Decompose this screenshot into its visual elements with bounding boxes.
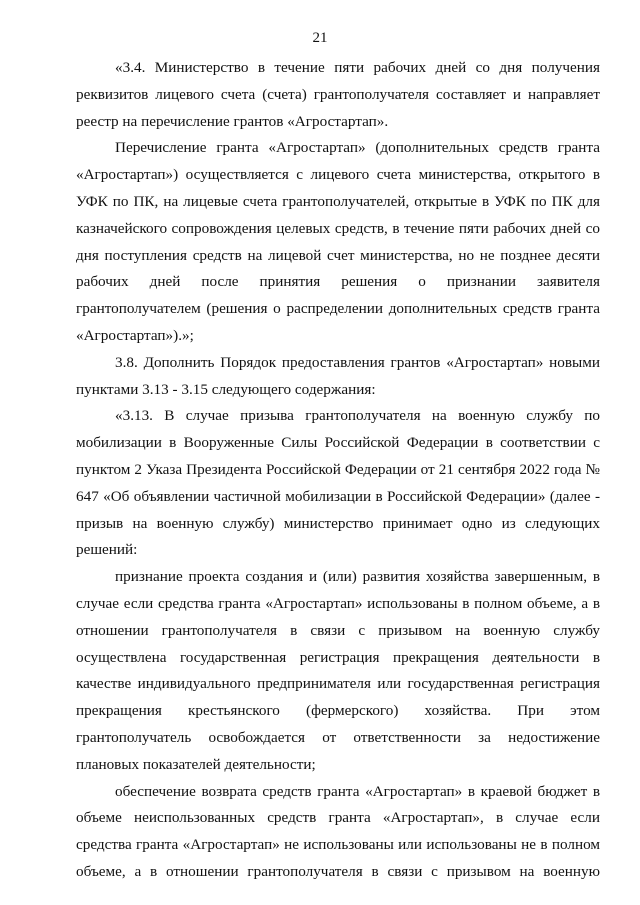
document-body <box>76 55 600 886</box>
paragraph-3-4: «3.4. Министерство в течение пяти рабочих дней со дня получения реквизитов лицевого счета (счета) грантополучателя составляет и направляет реестр на перечисление грантов «Агростартап». <box>76 59 600 130</box>
page-number: 21 <box>312 30 328 46</box>
paragraph-grant-transfer: Перечисление гранта «Агростартап» (дополнительных средств гранта «Агростартап») осуществляется с лицевого счета министерства, открытого в УФК по ПК, на лицевые счета грантополучателей, открытые в УФК по ПК для казначейского сопровождения целевых средств, в течение пяти рабочих дней со дня поступления средств на лицевой счет министерства, но не позднее десяти рабочих дней после принятия решения о признании заявителя грантополучателем (решения о распределении дополнительных средств гранта «Агростартап»).»; <box>76 139 600 344</box>
paragraph-3-13: «3.13. В случае призыва грантополучателя на военную службу по мобилизации в Вооруженные Силы Российской Федерации в соответствии с пунктом 2 Указа Президента Российской Федерации от 21 сентября 2022 года № 647 «Об объявлении частичной мобилизации в Российской Федерации» (далее - призыв на военную службу) министерство принимает одно из следующих решений: <box>76 407 600 559</box>
paragraph-project-completion: признание проекта создания и (или) развития хозяйства завершенным, в случае если средства гранта «Агростартап» использованы в полном объеме, а в отношении грантополучателя в связи с призывом на военную службу осуществлена государственная регистрация прекращения деятельности в качестве индивидуального предпринимателя или государственная регистрация прекращения крестьянского (фермерского) хозяйства. При этом грантополучатель освобождается от ответственности за недостижение плановых показателей деятельности; <box>76 568 600 773</box>
paragraph-3-8: 3.8. Дополнить Порядок предоставления грантов «Агростартап» новыми пунктами 3.13 - 3.15 следующего содержания: <box>76 353 600 398</box>
paragraph-funds-return: обеспечение возврата средств гранта «Агростартап» в краевой бюджет в объеме неиспользованных средств гранта «Агростартап», в случае если средства гранта «Агростартап» не использованы или использованы не в полном объеме, а в отношении грантополучателя в связи с призывом на военную <box>76 782 600 880</box>
